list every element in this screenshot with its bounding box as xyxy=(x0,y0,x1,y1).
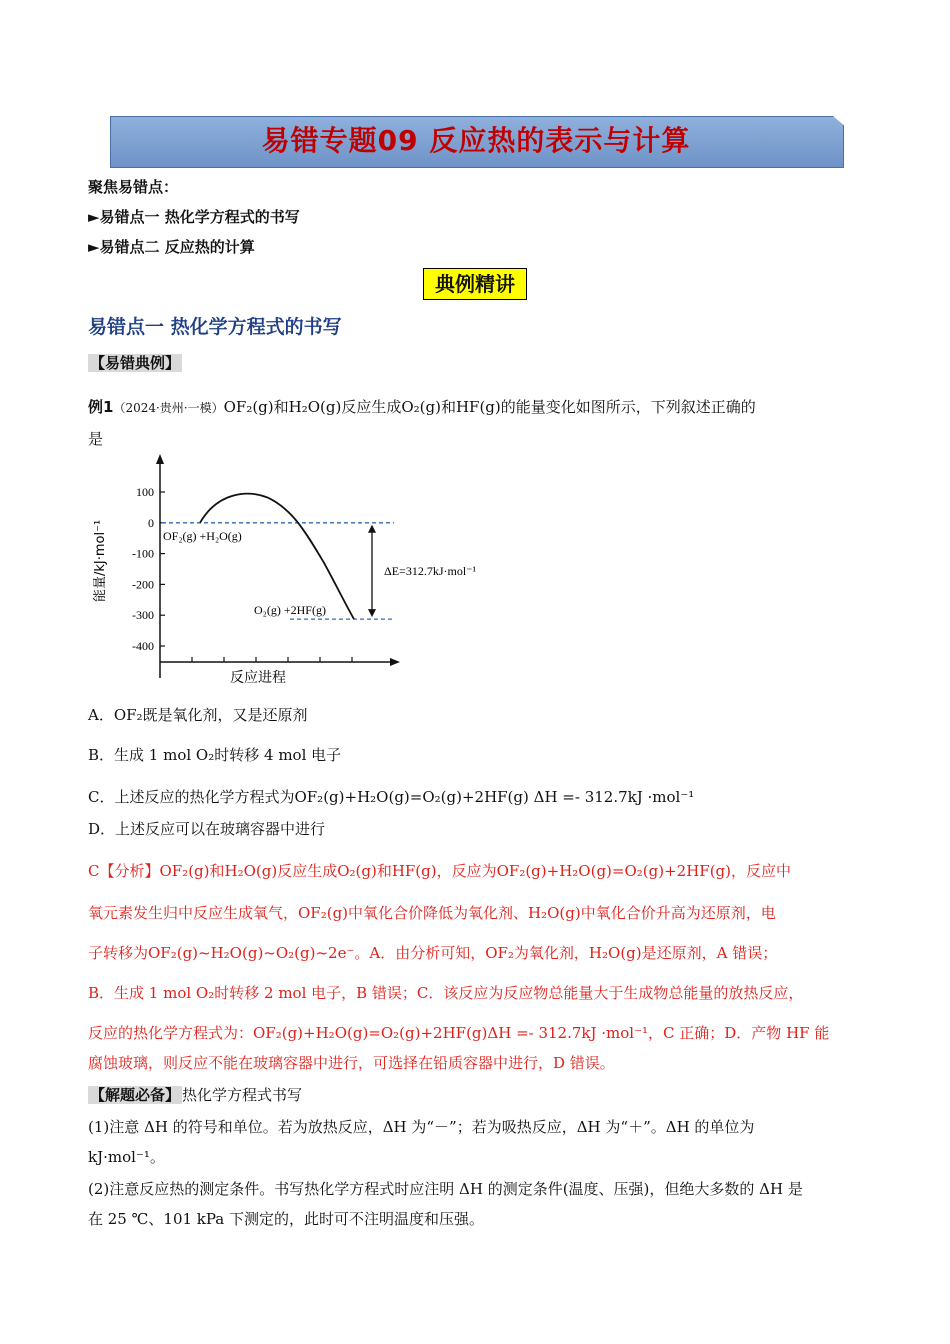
y-tick-label-1: 0 xyxy=(148,515,154,530)
must-know-p2-cont: 在 25 ℃、101 kPa 下测定的，此时可不注明温度和压强。 xyxy=(88,1210,485,1228)
example-stem-cont: 是 xyxy=(88,430,104,448)
section-badge: 典例精讲 xyxy=(423,268,527,300)
example-stem xyxy=(88,396,756,419)
must-know-p1-cont: kJ·mol⁻¹。 xyxy=(88,1148,165,1166)
page-title: 易错专题09 反应热的表示与计算 xyxy=(261,124,691,157)
example-label: 例1 xyxy=(88,398,114,416)
delta-arrow-head-down xyxy=(368,609,376,617)
analysis-line-1: C【分析】OF₂(g)和H₂O(g)反应生成O₂(g)和HF(g)，反应为OF₂(g)+H₂O(g)=O₂(g)+2HF(g)，反应中 xyxy=(88,862,791,880)
energy-diagram xyxy=(88,452,508,692)
y-tick-label-0: 100 xyxy=(136,485,154,499)
product-label: O₂(g) +2HF(g) xyxy=(254,603,326,617)
analysis-line-2: 氧元素发生归中反应生成氧气，OF₂(g)中氧化合价降低为氧化剂、H₂O(g)中氧化合价升高为还原剂，电 xyxy=(88,904,776,922)
option-c: C．上述反应的热化学方程式为OF₂(g)+H₂O(g)=O₂(g)+2HF(g) ΔH =- 312.7kJ ·mol⁻¹ xyxy=(88,788,695,806)
analysis-line-6: 腐蚀玻璃，则反应不能在玻璃容器中进行，可选择在铅质容器中进行，D 错误。 xyxy=(88,1054,615,1072)
must-know-tag: 【解题必备】 xyxy=(90,1086,181,1104)
y-tick-label-4: -300 xyxy=(132,608,154,623)
focus-heading: 聚焦易错点： xyxy=(88,178,179,196)
analysis-line-4: B．生成 1 mol O₂时转移 2 mol 电子，B 错误；C．该反应为反应物总能量大于生成物总能量的放热反应， xyxy=(88,984,804,1002)
y-axis-label: 能量/kJ·mol⁻¹ xyxy=(93,519,108,602)
focus-point-2: ►易错点二 反应热的计算 xyxy=(88,238,255,256)
must-know-topic: 热化学方程式书写 xyxy=(182,1086,303,1104)
option-d: D．上述反应可以在玻璃容器中进行 xyxy=(88,820,326,838)
y-tick-label-2: -100 xyxy=(132,546,154,561)
x-axis-label: 反应进程 xyxy=(230,670,286,686)
analysis-line-5: 反应的热化学方程式为：OF₂(g)+H₂O(g)=O₂(g)+2HF(g)ΔH =- 312.7kJ ·mol⁻¹，C 正确；D．产物 HF 能 xyxy=(88,1024,830,1042)
example-tag: 【易错典例】 xyxy=(90,354,181,372)
analysis-line-3: 子转移为OF₂(g)~H₂O(g)~O₂(g)~2e⁻。A．由分析可知，OF₂为氧化剂，H₂O(g)是还原剂，A 错误； xyxy=(88,944,778,962)
example-source: （2024·贵州·一模） xyxy=(113,401,224,415)
energy-curve xyxy=(200,494,354,619)
y-tick-label-3: -200 xyxy=(132,577,154,592)
focus-point-1: ►易错点一 热化学方程式的书写 xyxy=(88,208,300,226)
delta-label: ΔE=312.7kJ·mol⁻¹ xyxy=(384,564,477,578)
option-b: B．生成 1 mol O₂时转移 4 mol 电子 xyxy=(88,746,342,764)
must-know-header xyxy=(88,1084,302,1106)
y-axis-arrow xyxy=(156,454,164,464)
x-axis-arrow xyxy=(390,658,400,666)
section-heading: 易错点一 热化学方程式的书写 xyxy=(88,316,342,338)
must-know-p2: (2)注意反应热的测定条件。书写热化学方程式时应注明 ΔH 的测定条件(温度、压强)，但绝大多数的 ΔH 是 xyxy=(88,1180,803,1198)
example-tag-wrap xyxy=(88,352,182,374)
option-a: A．OF₂既是氧化剂，又是还原剂 xyxy=(88,706,308,724)
y-tick-label-5: -400 xyxy=(132,639,154,653)
must-know-p1: (1)注意 ΔH 的符号和单位。若为放热反应，ΔH 为“－”；若为吸热反应，ΔH 为“＋”。ΔH 的单位为 xyxy=(88,1118,755,1136)
example-stem-text: OF₂(g)和H₂O(g)反应生成O₂(g)和HF(g)的能量变化如图所示，下列叙述正确的 xyxy=(223,398,756,416)
delta-arrow-head-up xyxy=(368,525,376,533)
reactant-label: OF₂(g) +H₂O(g) xyxy=(163,529,242,543)
